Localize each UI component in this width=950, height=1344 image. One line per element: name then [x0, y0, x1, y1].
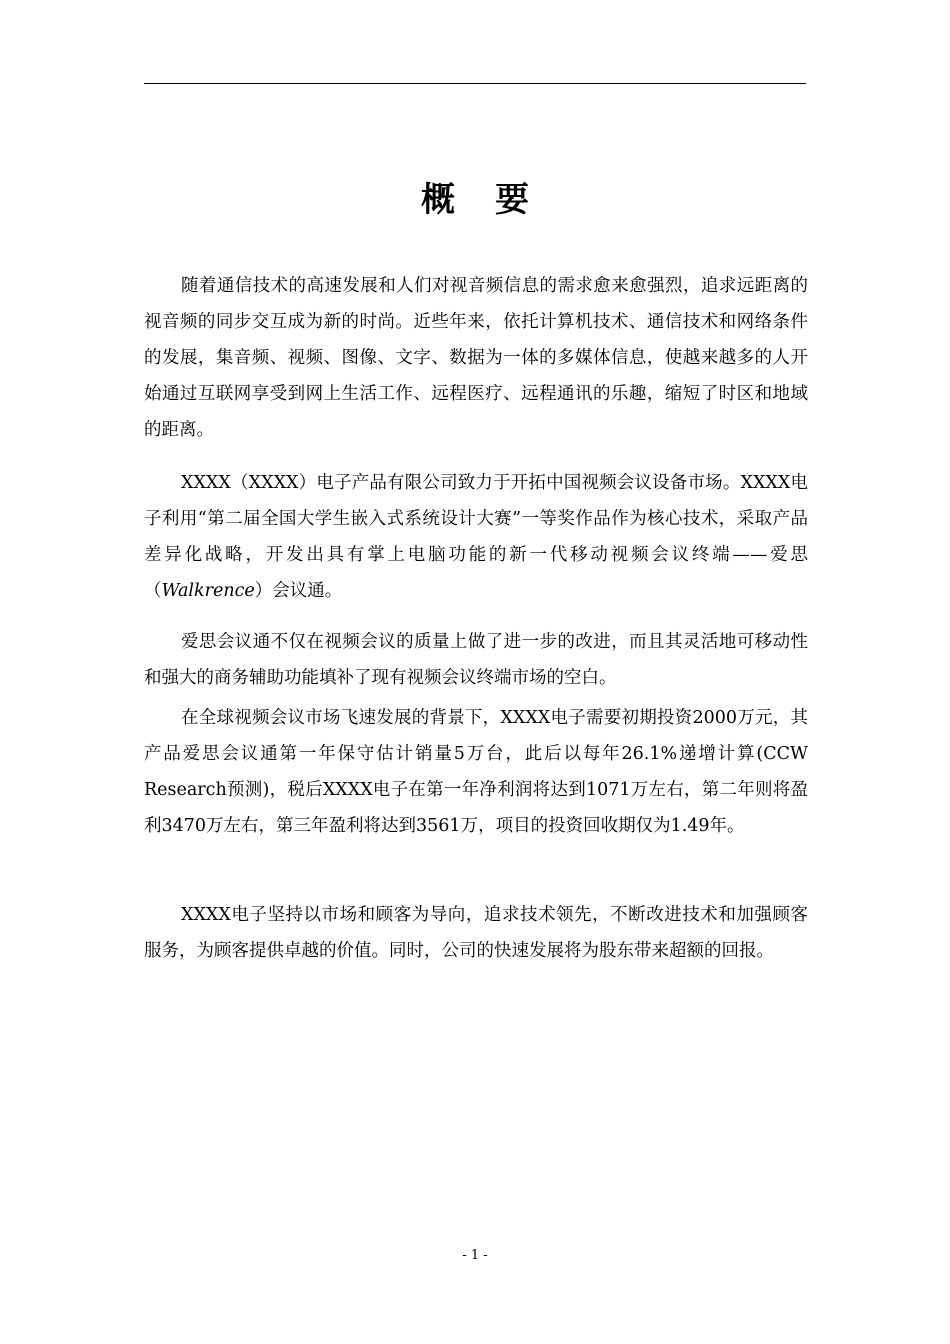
page-title: 概要	[421, 180, 569, 220]
product-english-name: Walkrence	[161, 581, 255, 601]
paragraph-background: 随着通信技术的高速发展和人们对视音频信息的需求愈来愈强烈，追求远距离的视音频的同步交互成为新的时尚。近些年来，依托计算机技术、通信技术和网络条件的发展，集音频、视频、图像、文字、数据为一体的多媒体信息，使越来越多的人开始通过互联网享受到网上生活工作、远程医疗、远程通讯的乐趣，缩短了时区和地域的距离。	[144, 276, 808, 440]
paragraph-financials: 在全球视频会议市场飞速发展的背景下，XXXX电子需要初期投资2000万元，其产品爱思会议通第一年保守估计销量5万台，此后以每年26.1%递增计算(CCW Research预测)，税后XXXX电子在第一年净利润将达到1071万左右，第二年则将盈利3470万左右，第三年盈利将达到3561万，项目的投资回收期仅为1.49年。	[144, 708, 808, 836]
paragraph-company-text-before: XXXX（XXXX）电子产品有限公司致力于开拓中国视频会议设备市场。XXXX电子利用“第二届全国大学生嵌入式系统设计大赛”一等奖作品作为核心技术，采取产品差异化战略，开发出具有掌上电脑功能的新一代移动视频会议终端——爱思 （	[144, 473, 808, 601]
paragraph-company-text-after: ）会议通。	[254, 581, 343, 601]
paragraph-product-advantage: 爱思会议通不仅在视频会议的质量上做了进一步的改进，而且其灵活地可移动性和强大的商务辅助功能填补了现有视频会议终端市场的空白。	[144, 632, 808, 688]
paragraph-vision: XXXX电子坚持以市场和顾客为导向，追求技术领先，不断改进技术和加强顾客服务，为顾客提供卓越的价值。同时，公司的快速发展将为股东带来超额的回报。	[144, 905, 808, 961]
header-rule	[144, 83, 806, 84]
page-number: - 1 -	[462, 1248, 488, 1263]
paragraph-company	[144, 465, 808, 609]
